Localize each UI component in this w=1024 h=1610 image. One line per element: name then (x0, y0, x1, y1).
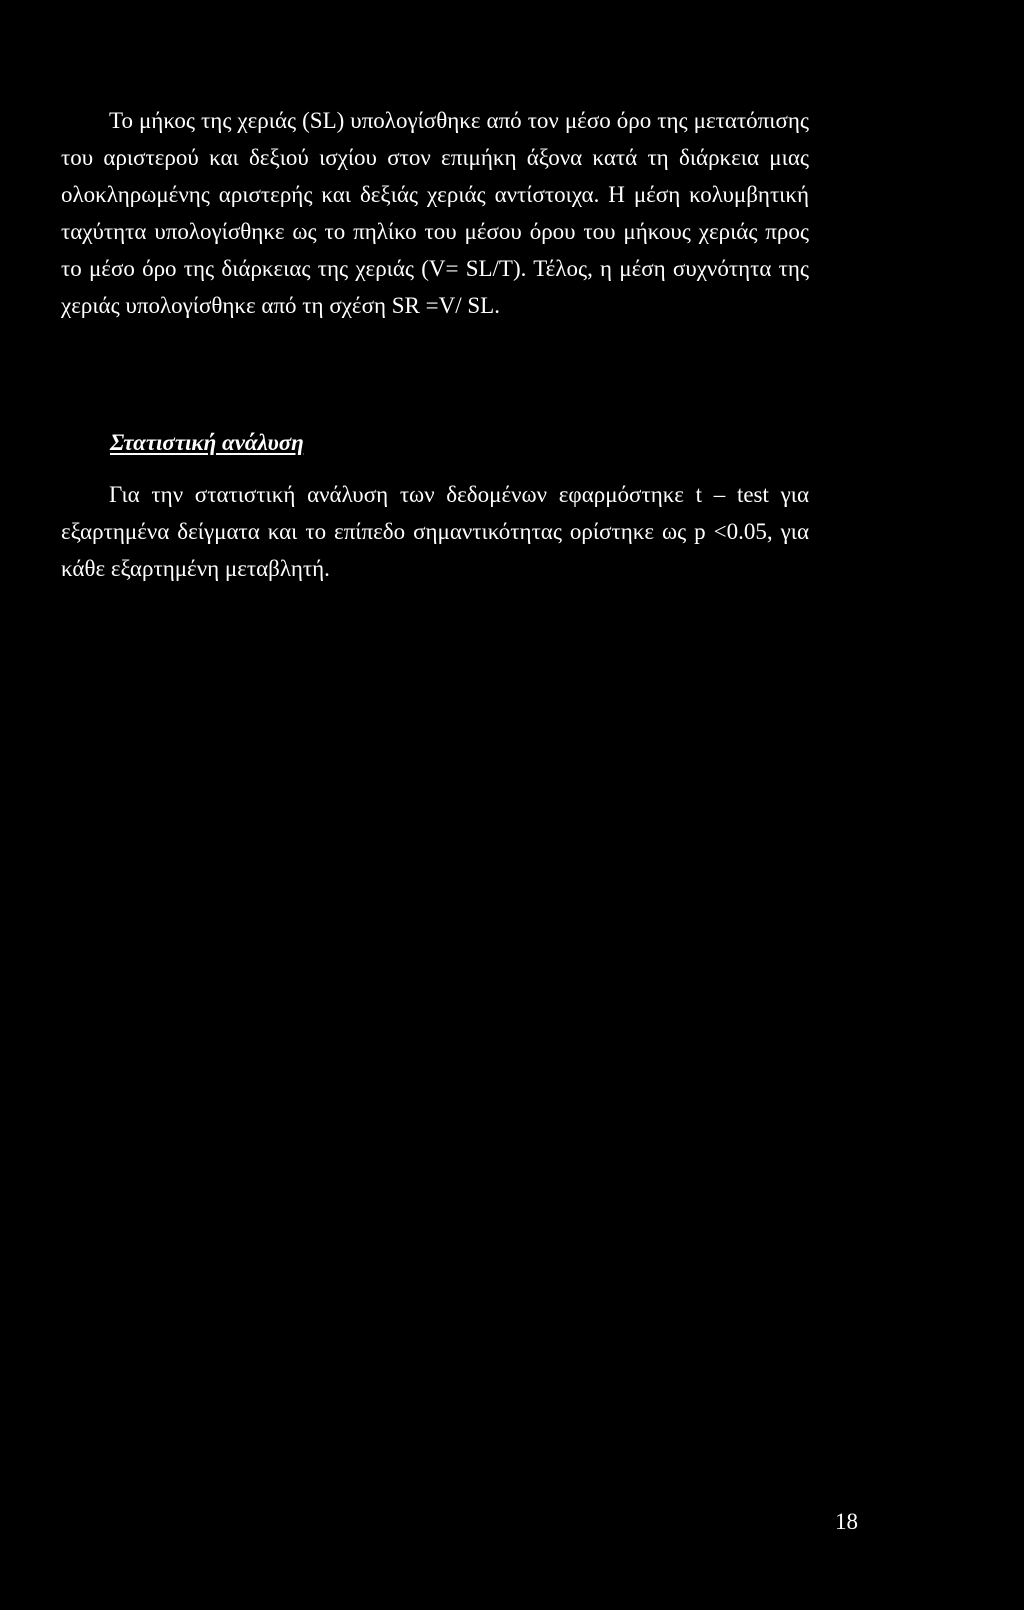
page-number: 18 (835, 1509, 858, 1534)
methods-paragraph: Το μήκος της χεριάς (SL) υπολογίσθηκε από τον μέσο όρο της μετατόπισης του αριστερού και δεξιού ισχίου στον επιμήκη άξονα κατά τη διάρκεια μιας ολοκληρωμένης αριστερής και δεξιάς χεριάς αντίστοιχα. Η μέση κολυμβητική ταχύτητα υπολογίσθηκε ως το πηλίκο του μέσου όρου του μήκους χεριάς προς το μέσο όρο της διάρκειας της χεριάς (V= SL/T). Τέλος, η μέση συχνότητα της χεριάς υπολογίσθηκε από τη σχέση SR =V/ SL. (61, 108, 809, 318)
statistics-paragraph: Για την στατιστική ανάλυση των δεδομένων εφαρμόστηκε t – test για εξαρτημένα δείγματα και το επίπεδο σημαντικότητας ορίστηκε ως p <0.05, για κάθε εξαρτημένη μεταβλητή. (61, 482, 809, 581)
section-heading-statistical-analysis: Στατιστική ανάλυση (110, 430, 304, 455)
